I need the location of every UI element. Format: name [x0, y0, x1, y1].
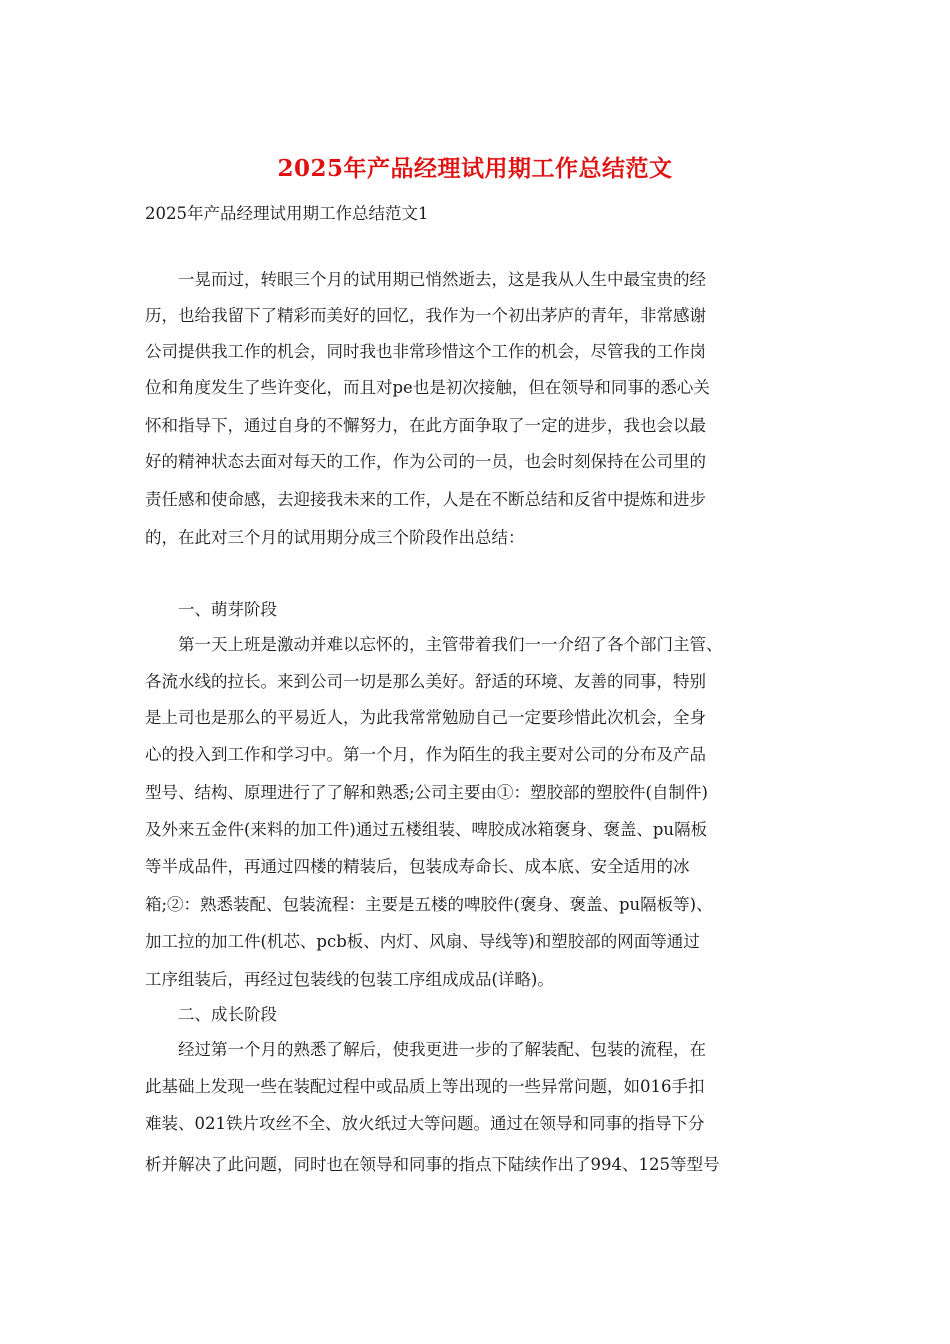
paragraph-line: 一晃而过，转眼三个月的试用期已悄然逝去，这是我从人生中最宝贵的经: [145, 270, 706, 289]
paragraph-line: 加工拉的加工件(机芯、pcb板、内灯、风扇、导线等)和塑胶部的网面等通过: [145, 932, 700, 951]
paragraph-line: 好的精神状态去面对每天的工作，作为公司的一员，也会时刻保持在公司里的: [145, 452, 706, 471]
paragraph-line: 及外来五金件(来料的加工件)通过五楼组装、啤胶成冰箱褒身、褒盖、pu隔板: [145, 820, 708, 839]
section-heading: 一、萌芽阶段: [145, 600, 277, 619]
paragraph-line: 型号、结构、原理进行了了解和熟悉;公司主要由①：塑胶部的塑胶件(自制件): [145, 783, 708, 802]
paragraph-line: 箱;②：熟悉装配、包装流程：主要是五楼的啤胶件(褒身、褒盖、pu隔板等)、: [145, 895, 713, 914]
paragraph-line: 公司提供我工作的机会，同时我也非常珍惜这个工作的机会，尽管我的工作岗: [145, 342, 706, 361]
paragraph-line: 心的投入到工作和学习中。第一个月，作为陌生的我主要对公司的分布及产品: [145, 745, 706, 764]
paragraph-line: 第一天上班是激动并难以忘怀的，主管带着我们一一介绍了各个部门主管、: [145, 635, 723, 654]
paragraph-line: 难装、021铁片攻丝不全、放火纸过大等问题。通过在领导和同事的指导下分: [145, 1114, 705, 1133]
paragraph-line: 怀和指导下，通过自身的不懈努力，在此方面争取了一定的进步，我也会以最: [145, 416, 706, 435]
section-heading: 二、成长阶段: [145, 1005, 277, 1024]
document-subtitle: 2025年产品经理试用期工作总结范文1: [145, 204, 429, 223]
paragraph-line: 的，在此对三个月的试用期分成三个阶段作出总结：: [145, 528, 525, 547]
paragraph-line: 是上司也是那么的平易近人，为此我常常勉励自己一定要珍惜此次机会，全身: [145, 708, 706, 727]
paragraph-line: 责任感和使命感，去迎接我未来的工作，人是在不断总结和反省中提炼和进步: [145, 490, 706, 509]
paragraph-line: 各流水线的拉长。来到公司一切是那么美好。舒适的环境、友善的同事，特别: [145, 672, 706, 691]
paragraph-line: 经过第一个月的熟悉了解后，使我更进一步的了解装配、包装的流程，在: [145, 1040, 706, 1059]
paragraph-line: 析并解决了此问题，同时也在领导和同事的指点下陆续作出了994、125等型号: [145, 1155, 720, 1174]
paragraph-line: 此基础上发现一些在装配过程中或品质上等出现的一些异常问题，如016手扣: [145, 1077, 705, 1096]
paragraph-line: 历，也给我留下了精彩而美好的回忆，我作为一个初出茅庐的青年，非常感谢: [145, 306, 706, 325]
paragraph-line: 工序组装后，再经过包装线的包装工序组成成品(详略)。: [145, 970, 554, 989]
document-title: 2025年产品经理试用期工作总结范文: [277, 155, 673, 182]
paragraph-line: 等半成品件，再通过四楼的精装后，包装成寿命长、成本底、安全适用的冰: [145, 857, 690, 876]
paragraph-line: 位和角度发生了些许变化，而且对pe也是初次接触，但在领导和同事的悉心关: [145, 378, 710, 397]
